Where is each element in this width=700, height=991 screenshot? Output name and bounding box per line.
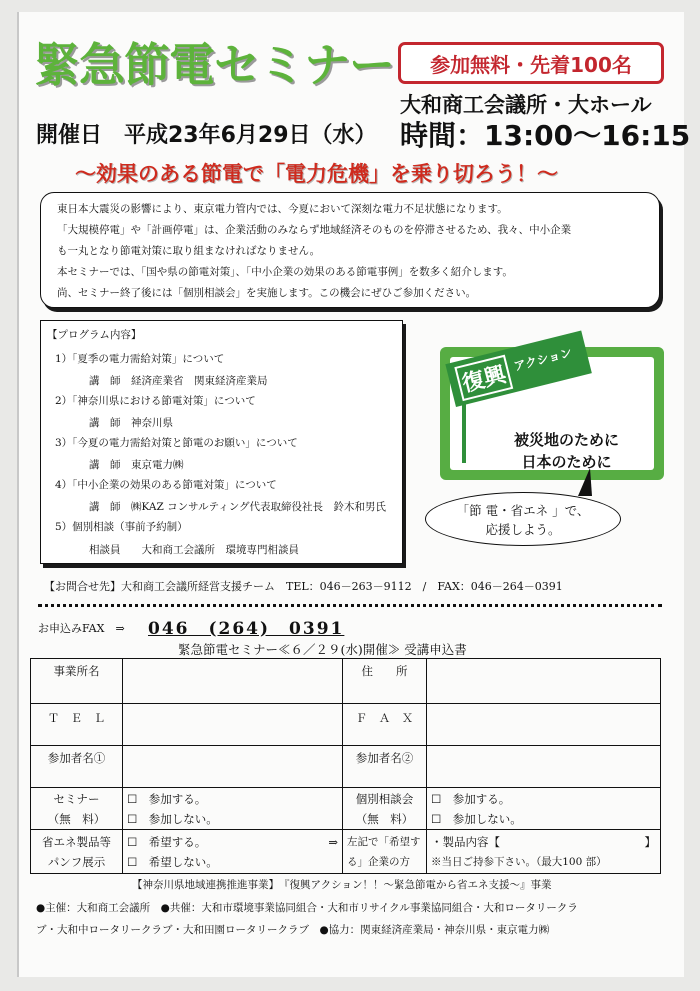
exhibit-options — [123, 830, 343, 874]
program-item-speaker: 講 師 神奈川県 — [89, 417, 173, 429]
intro-line: 東日本大震災の影響により、東京電力管内では、今夏において深刻な電力不足状態になります。 — [57, 203, 508, 215]
exhibit-label — [31, 830, 123, 874]
badge-text: 参加無料・先着100名 — [430, 52, 632, 77]
speech-bubble — [425, 492, 621, 546]
consult-options — [427, 788, 661, 830]
sponsor-line: 【神奈川県地域連携推進事業】 『復興アクション！！～緊急節電から省エネ支援～』事業 — [132, 879, 552, 891]
address-field[interactable] — [427, 659, 661, 704]
organizers-line: ブ・大和中ロータリークラブ・大和田園ロータリークラブ ●協力：関東経済産業局・神奈川県・東京電力㈱ — [36, 924, 550, 936]
program-heading: 【プログラム内容】 — [47, 329, 142, 341]
office-name-label: 事業所名 — [31, 659, 123, 704]
consult-label-line: （無 料） — [355, 811, 414, 826]
organizers-line: ●主催：大和商工会議所 ●共催：大和市環境事業協同組合・大和市リサイクル事業協同組合・大和ロータリークラ — [36, 902, 578, 914]
fax-number: 046 (264) 0391 — [148, 619, 345, 639]
participant2-label: 参加者名② — [343, 746, 427, 788]
exhibit-decline-checkbox[interactable]: ☐ 希望しない。 — [127, 854, 218, 869]
program-item-speaker: 講 師 ㈱KAZ コンサルティング代表取締役社長 鈴木和男氏 — [89, 501, 387, 513]
fax-field[interactable] — [427, 704, 661, 746]
program-item-title: 2）「神奈川県における節電対策」について — [55, 395, 256, 407]
logo-line: 被災地のために — [514, 431, 620, 449]
product-row — [431, 832, 656, 852]
page-title: 緊急節電セミナー — [34, 38, 394, 92]
program-item-speaker: 講 師 東京電力㈱ — [89, 459, 184, 471]
intro-line: 尚、セミナー終了後には「個別相談会」を実施します。この機会にぜひご参加ください。 — [57, 287, 477, 299]
seminar-label — [31, 788, 123, 830]
participant1-field[interactable] — [123, 746, 343, 788]
intro-line: も一丸となり節電対策に取り組まなければなりません。 — [57, 245, 321, 257]
consult-attend-checkbox[interactable]: ☐ 参加する。 — [431, 791, 511, 806]
program-item-speaker: 講 師 経済産業省 関東経済産業局 — [89, 375, 268, 387]
intro-box — [40, 192, 660, 308]
exhibit-row — [127, 832, 338, 852]
subtitle: 〜効果のある節電で「電力危機」を乗り切ろう！〜 — [75, 162, 558, 186]
consult-label-line: 個別相談会 — [355, 791, 414, 806]
logo-line: 日本のために — [521, 453, 612, 471]
product-details — [427, 830, 661, 874]
venue: 大和商工会議所・大ホール — [400, 93, 652, 117]
fax-field-label: Ｆ Ａ Ｘ — [343, 704, 427, 746]
flag-small-text: アクション — [512, 345, 574, 374]
flag-pole — [462, 401, 466, 463]
speech-bubble-tail — [578, 468, 592, 496]
product-note: ※当日ご持参下さい。（最大100 部） — [431, 855, 607, 868]
exhibit-want-checkbox[interactable]: ☐ 希望する。 — [127, 834, 207, 849]
event-time: 時間：13:00〜16:15 — [400, 119, 691, 152]
program-item-speaker: 相談員 大和商工会議所 環境専門相談員 — [89, 544, 299, 556]
intro-line: 「大規模停電」や「計画停電」は、企業活動のみならず地域経済そのものを停滞させるため、我々、中小企業 — [57, 224, 572, 236]
program-box — [40, 320, 403, 564]
address-label: 住 所 — [343, 659, 427, 704]
program-item-title: 1）「夏季の電力需給対策」について — [55, 353, 225, 365]
seminar-label-line: セミナー — [53, 791, 100, 806]
free-admission-badge — [398, 42, 664, 84]
logo-slogan — [514, 429, 619, 473]
exhibit-note-line: る」企業の方 — [347, 855, 410, 868]
bubble-line: 応援しよう。 — [485, 522, 561, 537]
exhibit-label-line: パンフ展示 — [47, 854, 106, 869]
participant1-label: 参加者名① — [31, 746, 123, 788]
recovery-action-logo — [440, 347, 664, 480]
seminar-decline-checkbox[interactable]: ☐ 参加しない。 — [127, 811, 218, 826]
logo-panel — [450, 345, 654, 471]
arrow-right-icon: ⇒ — [328, 834, 338, 849]
program-item-title: 3）「今夏の電力需給対策と節電のお願い」について — [55, 437, 298, 449]
exhibit-label-line: 省エネ製品等 — [42, 834, 111, 849]
tel-label: Ｔ Ｅ Ｌ — [31, 704, 123, 746]
seminar-label-line: （無 料） — [47, 811, 106, 826]
consult-label — [343, 788, 427, 830]
flag-big-text: 復興 — [454, 354, 513, 401]
exhibit-note-line: 左記で「希望す — [347, 835, 421, 848]
participant2-field[interactable] — [427, 746, 661, 788]
seminar-options — [123, 788, 343, 830]
event-date: 開催日 平成23年6月29日（水） — [36, 123, 377, 148]
application-form — [30, 658, 661, 874]
product-bracket: 】 — [644, 834, 656, 849]
consult-decline-checkbox[interactable]: ☐ 参加しない。 — [431, 811, 522, 826]
intro-line: 本セミナーでは、「国や県の節電対策」、「中小企業の効果のある節電事例」を数多く紹介します。 — [57, 266, 513, 278]
organizers — [36, 897, 578, 941]
seminar-attend-checkbox[interactable]: ☐ 参加する。 — [127, 791, 207, 806]
fax-label: お申込みFAX ⇒ — [38, 622, 125, 635]
office-name-field[interactable] — [123, 659, 343, 704]
exhibit-note — [343, 830, 427, 874]
form-title: 緊急節電セミナー≪６／２９(水)開催≫ 受講申込書 — [178, 642, 467, 657]
contact-info: 【お問合せ先】大和商工会議所経営支援チーム TEL：046－263－9112 / FAX：046－264－0391 — [44, 580, 563, 593]
cut-line — [38, 604, 662, 607]
product-content-field[interactable]: ・製品内容【 — [431, 834, 500, 849]
program-item-title: 5）個別相談（事前予約制） — [55, 521, 188, 533]
bubble-line: 「節 電・省エネ 」で、 — [456, 503, 590, 518]
tel-field[interactable] — [123, 704, 343, 746]
program-item-title: 4）「中小企業の効果のある節電対策」について — [55, 479, 277, 491]
